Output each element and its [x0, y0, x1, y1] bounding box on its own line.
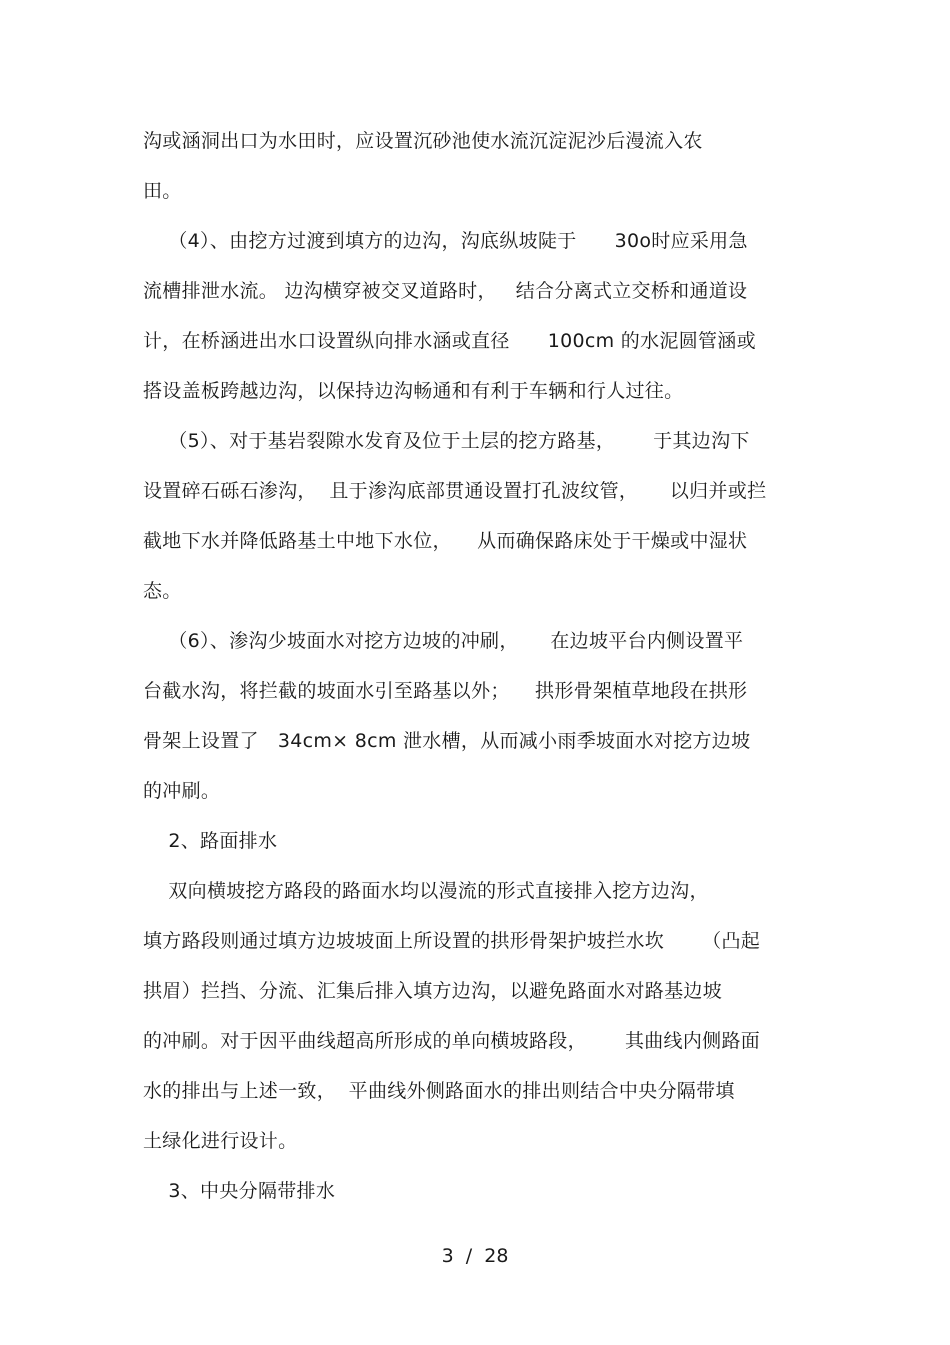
text-line: 骨架上设置了 34cm× 8cm 泄水槽，从而减小雨季坡面水对挖方边坡: [143, 730, 751, 752]
section-heading: 2、路面排水: [143, 830, 278, 852]
text-line: （6）、渗沟少坡面水对挖方边坡的冲刷， 在边坡平台内侧设置平: [143, 630, 744, 652]
text-line: 拱眉）拦挡、分流、汇集后排入填方边沟，以避免路面水对路基边坡: [143, 980, 723, 1002]
text-line: 计，在桥涵进出水口设置纵向排水涵或直径 100cm 的水泥圆管涵或: [143, 330, 756, 352]
section-heading: 3、中央分隔带排水: [143, 1180, 336, 1202]
text-line: 台截水沟，将拦截的坡面水引至路基以外； 拱形骨架植草地段在拱形: [143, 680, 748, 702]
text-line: （4）、由挖方过渡到填方的边沟，沟底纵坡陡于 30o时应采用急: [143, 230, 748, 252]
page-number: 3 / 28: [441, 1245, 509, 1267]
text-line: 填方路段则通过填方边坡坡面上所设置的拱形骨架护坡拦水坎 （凸起: [143, 930, 761, 952]
text-line: 双向横坡挖方路段的路面水均以漫流的形式直接排入挖方边沟，: [143, 880, 709, 902]
text-line: 截地下水并降低路基土中地下水位， 从而确保路床处于干燥或中湿状: [143, 530, 748, 552]
text-line: 搭设盖板跨越边沟，以保持边沟畅通和有利于车辆和行人过往。: [143, 380, 684, 402]
text-line: 的冲刷。: [143, 780, 221, 802]
text-line: 设置碎石砾石渗沟， 且于渗沟底部贯通设置打孔波纹管， 以归并或拦: [143, 480, 767, 502]
text-line: 田。: [143, 180, 182, 202]
text-line: 沟或涵洞出口为水田时，应设置沉砂池使水流沉淀泥沙后漫流入农: [143, 130, 703, 152]
text-line: 流槽排泄水流。 边沟横穿被交叉道路时， 结合分离式立交桥和通道设: [143, 280, 748, 302]
text-line: 水的排出与上述一致， 平曲线外侧路面水的排出则结合中央分隔带填: [143, 1080, 735, 1102]
text-line: 土绿化进行设计。: [143, 1130, 298, 1152]
text-line: 态。: [143, 580, 182, 602]
text-line: 的冲刷。对于因平曲线超高所形成的单向横坡路段， 其曲线内侧路面: [143, 1030, 761, 1052]
text-line: （5）、对于基岩裂隙水发育及位于土层的挖方路基， 于其边沟下: [143, 430, 750, 452]
